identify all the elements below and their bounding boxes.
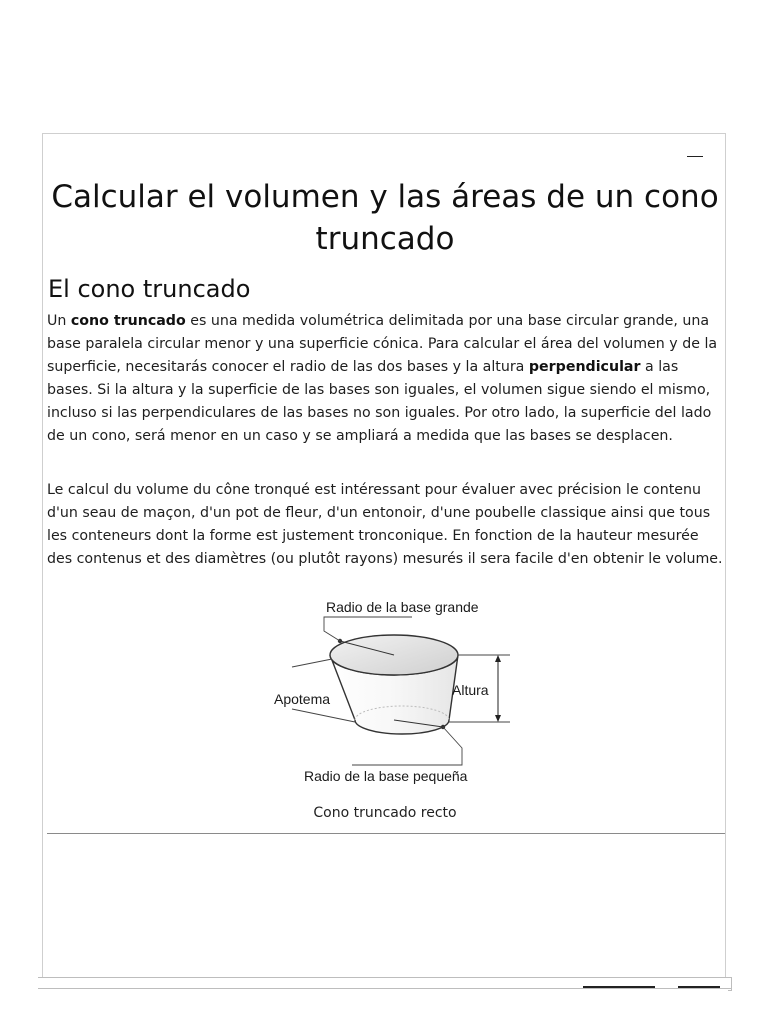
label-big-radius: Radio de la base grande xyxy=(326,599,479,615)
figure-caption: Cono truncado recto xyxy=(313,805,457,821)
document-title: Calcular el volumen y las áreas de un cono truncado xyxy=(51,179,719,257)
truncated-cone-diagram xyxy=(262,595,512,795)
paragraph-french: Le calcul du volume du cône tronqué est intéressant pour évaluer avec précision le contenu d'un seau de maçon, d'un pot de fleur, d'un entonoir, d'une poubelle classique ainsi que tous les conteneurs dont la forme est justement tronconique. En fonction de la hauteur mesurée des contenus et des diamètres (ou plutôt rayons) mesurés il sera facile d'en obtenir le volume. xyxy=(47,482,723,567)
label-apothem: Apotema xyxy=(274,691,331,707)
paragraph-es-bold-perpendicular: perpendicular xyxy=(528,359,641,375)
paragraph-spanish xyxy=(47,310,727,448)
height-arrow-head-top xyxy=(495,655,501,662)
horizontal-divider xyxy=(47,833,725,834)
section-heading: El cono truncado xyxy=(48,275,251,303)
apothem-leader-bottom xyxy=(292,709,355,722)
scrollbar-end-cap xyxy=(728,977,732,991)
paragraph-es-part1: Un xyxy=(47,313,71,329)
label-small-radius: Radio de la base pequeña xyxy=(304,768,468,784)
paragraph-es-part2: es una medida volumétrica delimitada por una base circular grande, una base paralela circular menor y una superficie cónica. Para calcular el área del volumen y de la superficie, necesitarás conocer el radio de las dos bases y la altura xyxy=(47,313,718,375)
apothem-leader-top xyxy=(292,659,332,667)
paragraph-es-part3: a las bases. Si la altura y la superficie de las bases son iguales, el volumen sigue siendo el mismo, incluso si las perpendiculares de las bases no son iguales. Por otro lado, la superficie del lado de un cono, será menor en un caso y se ampliará a medida que las bases se desplacen. xyxy=(47,359,712,444)
top-dash-mark xyxy=(687,156,703,157)
paragraph-es-bold-cono-truncado: cono truncado xyxy=(70,313,186,329)
label-height: Altura xyxy=(452,682,489,698)
bottom-mark-left xyxy=(583,986,655,988)
bottom-mark-right xyxy=(678,986,720,988)
truncated-cone-figure xyxy=(262,595,512,795)
height-arrow-head-bottom xyxy=(495,715,501,722)
